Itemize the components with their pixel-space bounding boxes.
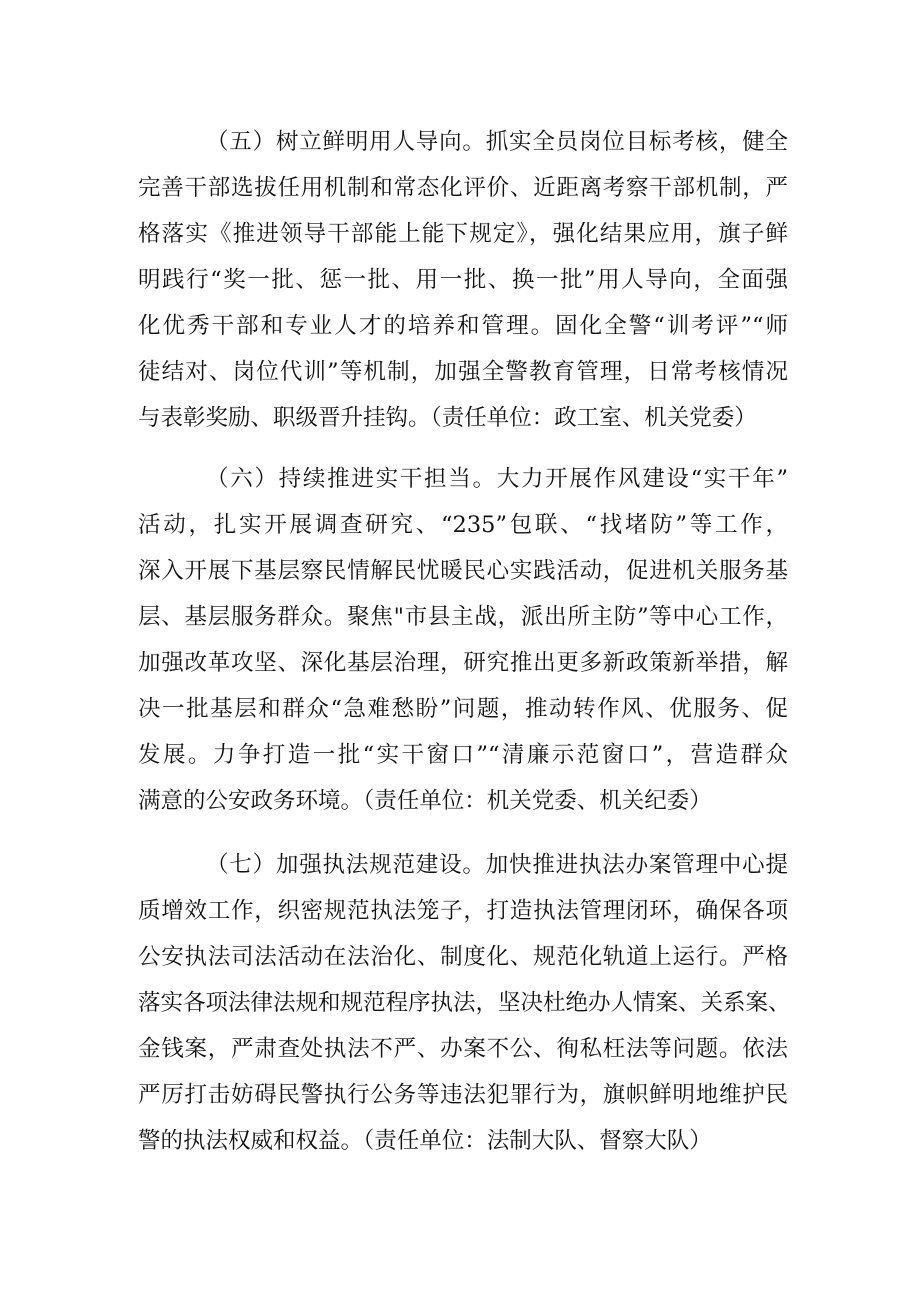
paragraph-section-six: [138, 456, 788, 824]
paragraph-section-seven: [138, 842, 791, 1164]
text-line: （五）树立鲜明用人导向。抓实全员岗位目标考核，健全: [206, 129, 788, 155]
text-line: 质增效工作，织密规范执法笼子，打造执法管理闭环，确保各项: [138, 898, 788, 924]
text-line: 警的执法权威和权益。（责任单位：法制大队、督察大队）: [138, 1128, 712, 1154]
text-line: （六）持续推进实干担当。大力开展作风建设“实干年”: [206, 466, 788, 492]
text-line: 金钱案，严肃查处执法不严、办案不公、徇私枉法等问题。依法: [138, 1036, 788, 1062]
text-line: 决一批基层和群众“急难愁盼”问题，推动转作风、优服务、促: [138, 696, 788, 722]
text-line: 加强改革攻坚、深化基层治理，研究推出更多新政策新举措，解: [138, 650, 788, 676]
text-line: 化优秀干部和专业人才的培养和管理。固化全警“训考评”“师: [138, 313, 788, 339]
text-line: 严厉打击妨碍民警执行公务等违法犯罪行为，旗帜鲜明地维护民: [138, 1082, 788, 1108]
text-line: 活动，扎实开展调查研究、“235”包联、“找堵防”等工作，: [138, 512, 788, 538]
text-line: 发展。力争打造一批“实干窗口”“清廉示范窗口”，营造群众: [138, 742, 788, 768]
text-line: 满意的公安政务环境。（责任单位：机关党委、机关纪委）: [138, 788, 712, 814]
text-line: 落实各项法律法规和规范程序执法，坚决杜绝办人情案、关系案、: [138, 990, 791, 1016]
text-line: 与表彰奖励、职级晋升挂钩。（责任单位：政工室、机关党委）: [138, 405, 757, 431]
text-line: 完善干部选拔任用机制和常态化评价、近距离考察干部机制，严: [138, 175, 788, 201]
text-line: 深入开展下基层察民情解民忧暖民心实践活动，促进机关服务基: [138, 558, 788, 584]
text-line: 明践行“奖一批、惩一批、用一批、换一批”用人导向，全面强: [138, 267, 788, 293]
text-line: 层、基层服务群众。聚焦"市县主战，派出所主防”等中心工作，: [138, 604, 788, 630]
text-line: 格落实《推进领导干部能上能下规定》，强化结果应用，旗子鲜: [138, 221, 788, 247]
text-line: 徒结对、岗位代训”等机制，加强全警教育管理，日常考核情况: [138, 359, 788, 385]
paragraph-section-five: [138, 119, 788, 441]
text-line: （七）加强执法规范建设。加快推进执法办案管理中心提: [206, 852, 788, 878]
text-line: 公安执法司法活动在法治化、制度化、规范化轨道上运行。严格: [138, 944, 788, 970]
